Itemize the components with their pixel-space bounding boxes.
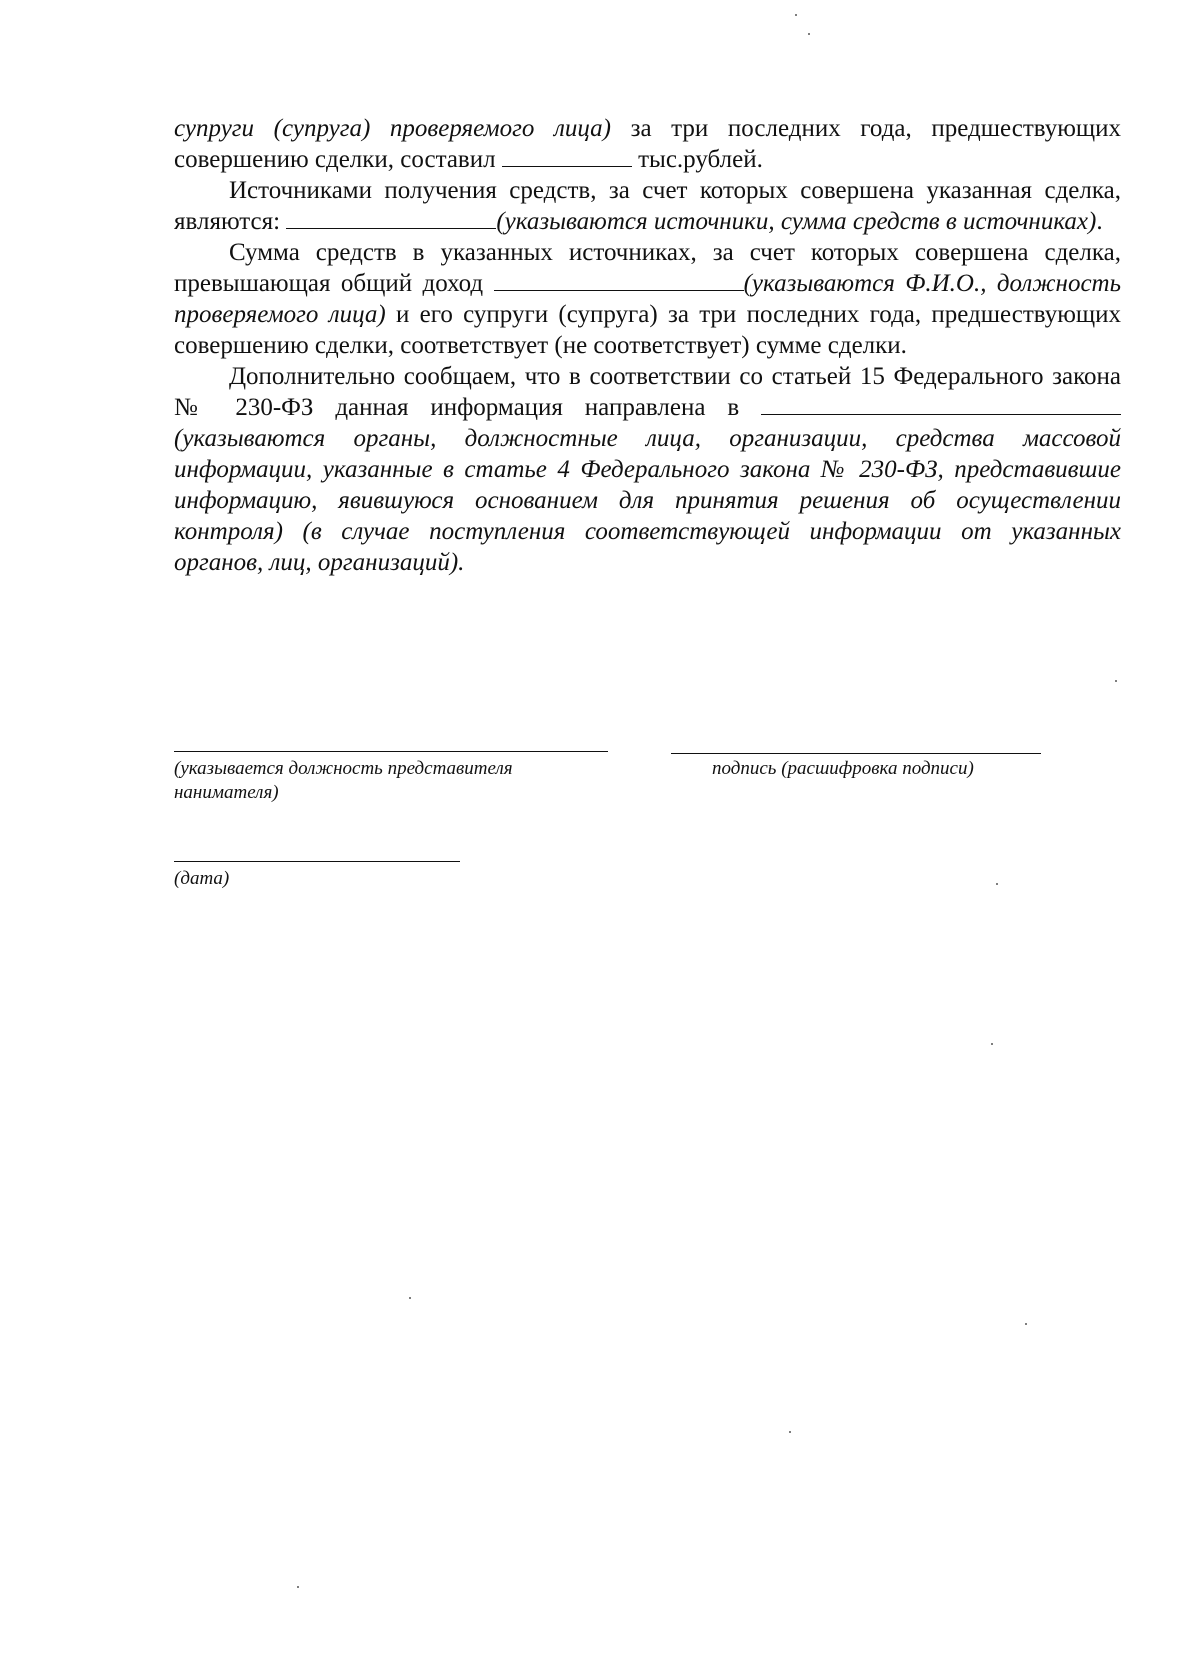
paragraph-comparison xyxy=(174,237,1121,361)
income-unit: тыс.рублей. xyxy=(631,146,763,173)
paragraph-income-total xyxy=(174,113,1121,175)
sources-end: . xyxy=(1096,208,1103,235)
recipient-hint: (указываются органы, должностные лица, организации, средства массовой информации, указанные в статье 4 Федерального закона № 230-ФЗ, представившие информацию, явившуюся основанием для принятия решения об осуществлении контроля) (в случае поступления соответствующей информации от указанных органов, лиц, организаций). xyxy=(174,425,1121,576)
scan-speck xyxy=(1025,1323,1027,1325)
date-caption: (дата) xyxy=(174,868,230,889)
position-caption: (указывается должность представителя нанимателя) xyxy=(174,758,513,803)
signature-caption: подпись (расшифровка подписи) xyxy=(712,758,974,779)
signature-line xyxy=(671,753,1041,754)
income-text: за три последних года, предшествующих совершению сделки, составил xyxy=(174,115,1121,173)
scan-speck xyxy=(996,883,998,885)
income-amount-blank xyxy=(502,146,632,167)
recipient-blank xyxy=(761,394,1121,415)
scan-speck xyxy=(991,1043,993,1045)
person-blank xyxy=(494,270,744,291)
scan-speck xyxy=(409,1297,411,1299)
comparison-text: Сумма средств в указанных источниках, за счет которых совершена сделка, превышающая общий доход xyxy=(174,239,1121,297)
comparison-end: и его супруги (супруга) за три последних года, предшествующих совершению сделки, соответствует (не соответствует) сумме сделки. xyxy=(174,301,1122,359)
paragraph-additional-info xyxy=(174,361,1121,578)
paragraph-sources xyxy=(174,175,1121,237)
position-signature-line xyxy=(174,751,608,752)
date-line xyxy=(174,861,460,862)
scan-speck xyxy=(1115,680,1117,682)
spouse-clause: супруги (супруга) проверяемого лица) xyxy=(174,115,611,142)
scan-speck xyxy=(795,14,797,16)
scan-speck xyxy=(297,1586,299,1588)
scan-speck xyxy=(789,1431,791,1433)
additional-text: Дополнительно сообщаем, что в соответствии со статьей 15 Федерального закона № 230-ФЗ данная информация направлена в xyxy=(174,363,1121,421)
sources-blank xyxy=(286,208,496,229)
document-body xyxy=(174,113,1121,578)
scan-speck xyxy=(808,33,810,35)
person-hint: (указываются Ф.И.О., должность проверяемого лица) xyxy=(174,270,1121,328)
sources-text: Источниками получения средств, за счет которых совершена указанная сделка, являются: xyxy=(174,177,1121,235)
sources-hint: (указываются источники, сумма средств в источниках) xyxy=(496,208,1097,235)
